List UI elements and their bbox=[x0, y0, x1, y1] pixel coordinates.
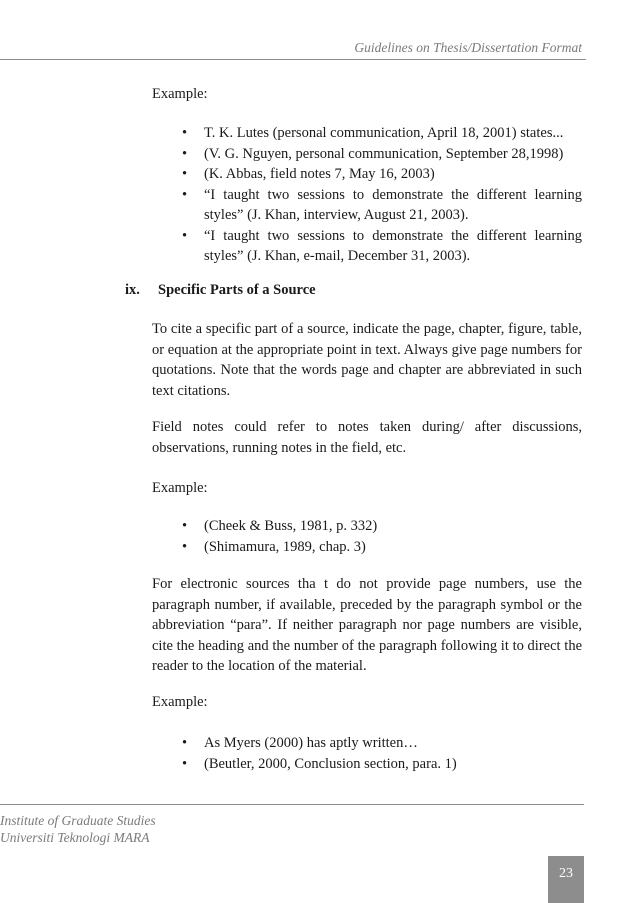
list-item: • (Cheek & Buss, 1981, p. 332) bbox=[152, 516, 582, 537]
bullet-icon: • bbox=[182, 145, 188, 162]
page-header bbox=[0, 0, 638, 60]
list-item: • (K. Abbas, field notes 7, May 16, 2003) bbox=[152, 164, 582, 185]
paragraph-specific-parts: To cite a specific part of a source, indicate the page, chapter, figure, table, or equation at the appropriate point in text. Always give page numbers for quotations. Note that the words page and chapter are abbreviated in such text citations. bbox=[152, 321, 582, 399]
bullet-icon: • bbox=[182, 538, 188, 555]
list-item: • (V. G. Nguyen, personal communication, September 28,1998) bbox=[152, 144, 582, 165]
bullet-icon: • bbox=[182, 186, 188, 203]
list-item: • (Shimamura, 1989, chap. 3) bbox=[152, 537, 582, 558]
list-item: • T. K. Lutes (personal communication, April 18, 2001) states... bbox=[152, 123, 582, 144]
paragraph-electronic-sources: For electronic sources tha t do not provide page numbers, use the paragraph number, if available, preceded by the paragraph symbol or the abbreviation “para”. If neither paragraph nor page numbers are visible, cite the heading and the number of the paragraph following it to direct the reader to the location of the material. bbox=[152, 576, 582, 674]
page-number: 23 bbox=[548, 856, 584, 903]
footer-rule bbox=[0, 804, 584, 805]
example-list-2 bbox=[152, 516, 582, 557]
section-title: Specific Parts of a Source bbox=[158, 282, 316, 298]
section-number: ix. bbox=[125, 282, 140, 298]
bullet-icon: • bbox=[182, 518, 188, 534]
bullet-icon: • bbox=[182, 166, 188, 182]
bullet-icon: • bbox=[182, 755, 188, 772]
header-rule bbox=[0, 59, 586, 60]
paragraph-field-notes: Field notes could refer to notes taken during/ after discussions, observations, running notes in the field, etc. bbox=[152, 419, 582, 456]
bullet-icon: • bbox=[182, 735, 188, 751]
list-item: • “I taught two sessions to demonstrate the different learning styles” (J. Khan, e-mail, December 31, 2003). bbox=[182, 227, 582, 264]
list-item: • (Beutler, 2000, Conclusion section, para. 1) bbox=[152, 754, 582, 775]
list-item: • As Myers (2000) has aptly written… bbox=[152, 733, 582, 754]
page-footer bbox=[0, 812, 156, 846]
example-label-2: Example: bbox=[152, 480, 208, 496]
bullet-icon: • bbox=[182, 227, 188, 244]
example-label-1: Example: bbox=[152, 86, 208, 102]
section-heading bbox=[125, 282, 316, 299]
example-list-3 bbox=[152, 733, 582, 774]
footer-university: Universiti Teknologi MARA bbox=[0, 830, 150, 845]
example-label-3: Example: bbox=[152, 694, 208, 710]
example-list-1 bbox=[152, 123, 582, 267]
footer-institute: Institute of Graduate Studies bbox=[0, 813, 156, 828]
header-title: Guidelines on Thesis/Dissertation Format bbox=[354, 40, 582, 55]
bullet-icon: • bbox=[182, 125, 188, 141]
list-item: • “I taught two sessions to demonstrate the different learning styles” (J. Khan, interview, August 21, 2003). bbox=[182, 186, 582, 223]
